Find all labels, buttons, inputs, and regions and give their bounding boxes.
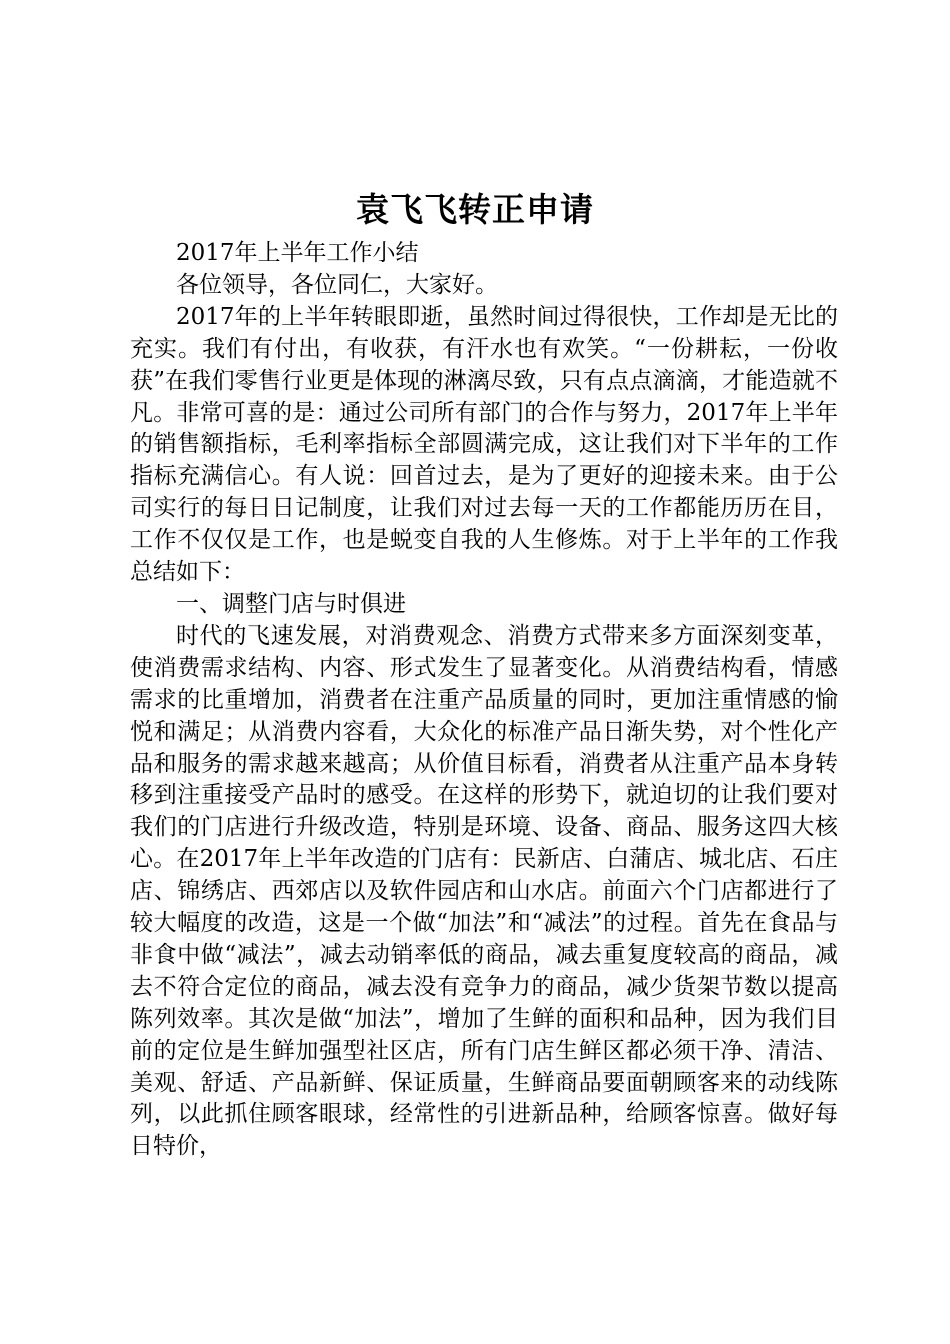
paragraph-section-1: 时代的飞速发展，对消费观念、消费方式带来多方面深刻变革，使消费需求结构、内容、形式发生了显著变化。从消费结构看，情感需求的比重增加，消费者在注重产品质量的同时，更加注重情感的愉悦和满足；从消费内容看，大众化的标准产品日渐失势，对个性化产品和服务的需求越来越高；从价值目标看，消费者从注重产品本身转移到注重接受产品时的感受。在这样的形势下，就迫切的让我们要对我们的门店进行升级改造，特别是环境、设备、商品、服务这四大核心。在2017年上半年改造的门店有：民新店、白蒲店、城北店、石庄店、锦绣店、西郊店以及软件园店和山水店。前面六个门店都进行了较大幅度的改造，这是一个做“加法”和“减法”的过程。首先在食品与非食中做“减法”，减去动销率低的商品，减去重复度较高的商品，减去不符合定位的商品，减去没有竞争力的商品，减少货架节数以提高陈列效率。其次是做“加法”，增加了生鲜的面积和品种，因为我们目前的定位是生鲜加强型社区店，所有门店生鲜区都必须干净、清洁、美观、舒适、产品新鲜、保证质量，生鲜商品要面朝顾客来的动线陈列，以此抓住顾客眼球，经常性的引进新品种，给顾客惊喜。做好每日特价，	[130, 622, 838, 1160]
paragraph-intro: 2017年的上半年转眼即逝，虽然时间过得很快，工作却是无比的充实。我们有付出，有收获，有汗水也有欢笑。“一份耕耘，一份收获”在我们零售行业更是体现的淋漓尽致，只有点点滴滴，才能造就不凡。非常可喜的是：通过公司所有部门的合作与努力，2017年上半年的销售额指标，毛利率指标全部圆满完成，这让我们对下半年的工作指标充满信心。有人说：回首过去，是为了更好的迎接未来。由于公司实行的每日日记制度，让我们对过去每一天的工作都能历历在目，工作不仅仅是工作，也是蜕变自我的人生修炼。对于上半年的工作我总结如下：	[130, 303, 838, 586]
document-body	[130, 238, 838, 1163]
paragraph-subtitle: 2017年上半年工作小结	[176, 240, 419, 266]
paragraph-greeting: 各位领导，各位同仁，大家好。	[176, 271, 498, 298]
section-heading-1: 一、调整门店与时俱进	[176, 590, 406, 617]
document-title: 袁飞飞转正申请	[356, 190, 594, 229]
